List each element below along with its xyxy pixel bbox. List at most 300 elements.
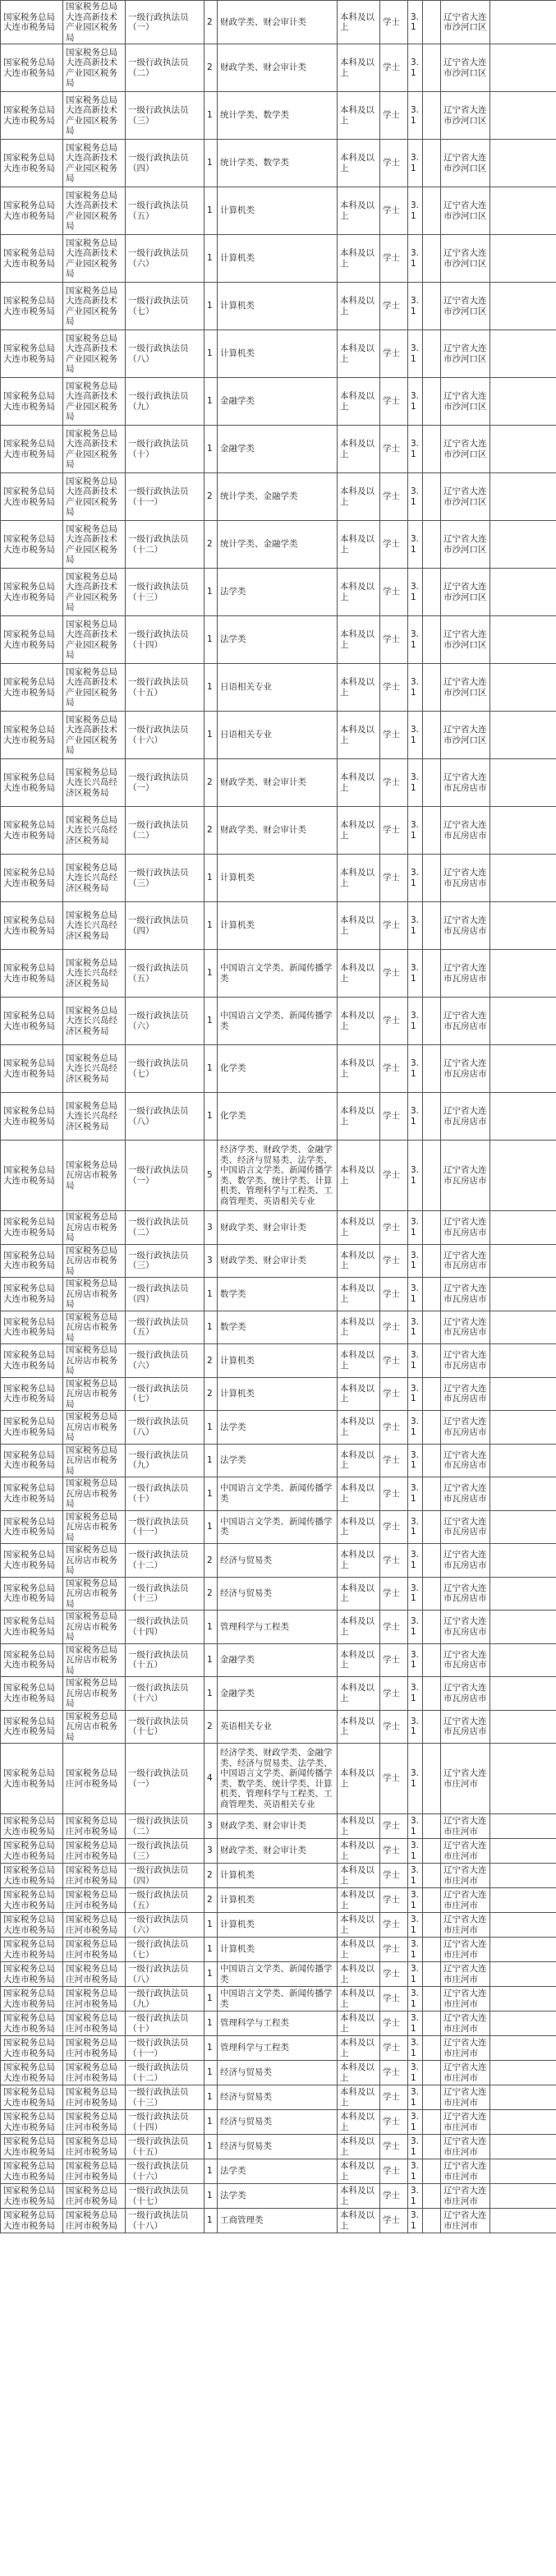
education-cell: 本科及以上 (338, 2209, 380, 2233)
department-cell: 国家税务总局大连市税务局 (1, 473, 63, 521)
major-cell: 统计学类、金融学类 (218, 473, 338, 521)
department-cell: 国家税务总局大连市税务局 (1, 426, 63, 473)
blank-cell (423, 2011, 441, 2036)
blank-cell (423, 1141, 441, 1211)
location-cell: 辽宁省大连市瓦房店市 (441, 759, 490, 807)
position-cell: 一级行政执法员（五） (126, 1888, 204, 1913)
note-cell (490, 1211, 556, 1245)
major-cell: 经济与贸易类 (218, 2085, 338, 2110)
education-cell: 本科及以上 (338, 1888, 380, 1913)
department-cell: 国家税务总局大连市税务局 (1, 1864, 63, 1888)
department-cell: 国家税务总局大连市税务局 (1, 1141, 63, 1211)
unit-cell: 国家税务总局大连长兴岛经济区税务局 (63, 1093, 126, 1141)
department-cell: 国家税务总局大连市税务局 (1, 759, 63, 807)
blank-cell (423, 1962, 441, 1987)
unit-cell: 国家税务总局大连高新技术产业园区税务局 (63, 187, 126, 235)
extra-cell: 3.1 (408, 664, 423, 712)
major-cell: 法学类 (218, 2184, 338, 2209)
position-cell: 一级行政执法员（十一） (126, 473, 204, 521)
department-cell: 国家税务总局大连市税务局 (1, 378, 63, 426)
location-cell: 辽宁省大连市庄河市 (441, 1987, 490, 2011)
major-cell: 计算机类 (218, 902, 338, 950)
location-cell: 辽宁省大连市沙河口区 (441, 712, 490, 759)
unit-cell: 国家税务总局大连高新技术产业园区税务局 (63, 235, 126, 283)
department-cell: 国家税务总局大连市税务局 (1, 1643, 63, 1677)
extra-cell: 3.1 (408, 1677, 423, 1711)
position-cell: 一级行政执法员（九） (126, 1987, 204, 2011)
department-cell: 国家税务总局大连市税务局 (1, 330, 63, 378)
note-cell (490, 1377, 556, 1411)
major-cell: 计算机类 (218, 283, 338, 330)
location-cell: 辽宁省大连市瓦房店市 (441, 902, 490, 950)
blank-cell (423, 807, 441, 855)
position-cell: 一级行政执法员（七） (126, 1938, 204, 1962)
note-cell (490, 2036, 556, 2061)
table-row (1, 330, 556, 378)
department-cell: 国家税务总局大连市税务局 (1, 1510, 63, 1544)
position-cell: 一级行政执法员（十） (126, 1477, 204, 1511)
unit-cell: 国家税务总局大连长兴岛经济区税务局 (63, 855, 126, 902)
table-row (1, 2061, 556, 2085)
location-cell: 辽宁省大连市沙河口区 (441, 1, 490, 44)
note-cell (490, 1938, 556, 1962)
major-cell: 经济与贸易类 (218, 1544, 338, 1578)
table-row (1, 664, 556, 712)
department-cell: 国家税务总局大连市税务局 (1, 1888, 63, 1913)
education-cell: 本科及以上 (338, 616, 380, 664)
position-cell: 一级行政执法员（十一） (126, 2036, 204, 2061)
note-cell (490, 1864, 556, 1888)
position-cell: 一级行政执法员（十五） (126, 1643, 204, 1677)
blank-cell (423, 712, 441, 759)
blank-cell (423, 2159, 441, 2184)
position-cell: 一级行政执法员（一） (126, 1141, 204, 1211)
extra-cell: 3.1 (408, 1211, 423, 1245)
table-row (1, 473, 556, 521)
unit-cell: 国家税务总局大连高新技术产业园区税务局 (63, 140, 126, 187)
extra-cell: 3.1 (408, 2011, 423, 2036)
count-cell: 2 (204, 1577, 218, 1611)
unit-cell: 国家税务总局瓦房店市税务局 (63, 1311, 126, 1344)
degree-cell: 学士 (380, 855, 408, 902)
blank-cell (423, 855, 441, 902)
note-cell (490, 44, 556, 92)
note-cell (490, 712, 556, 759)
major-cell: 法学类 (218, 1444, 338, 1477)
note-cell (490, 140, 556, 187)
position-cell: 一级行政执法员（六） (126, 1913, 204, 1938)
major-cell: 化学类 (218, 1045, 338, 1093)
table-row (1, 1278, 556, 1311)
count-cell: 1 (204, 2011, 218, 2036)
extra-cell: 3.1 (408, 1643, 423, 1677)
count-cell: 1 (204, 1677, 218, 1711)
degree-cell: 学士 (380, 140, 408, 187)
degree-cell: 学士 (380, 1611, 408, 1644)
education-cell: 本科及以上 (338, 187, 380, 235)
location-cell: 辽宁省大连市庄河市 (441, 2135, 490, 2159)
location-cell: 辽宁省大连市瓦房店市 (441, 1611, 490, 1644)
note-cell (490, 521, 556, 569)
position-cell: 一级行政执法员（四） (126, 1278, 204, 1311)
position-cell: 一级行政执法员（八） (126, 1093, 204, 1141)
major-cell: 财政学类、财会审计类 (218, 1244, 338, 1278)
position-cell: 一级行政执法员（十二） (126, 2061, 204, 2085)
note-cell (490, 807, 556, 855)
extra-cell: 3.1 (408, 616, 423, 664)
position-cell: 一级行政执法员（三） (126, 92, 204, 140)
extra-cell: 3.1 (408, 1864, 423, 1888)
table-row (1, 1544, 556, 1578)
count-cell: 1 (204, 92, 218, 140)
count-cell: 1 (204, 1962, 218, 1987)
table-row (1, 1577, 556, 1611)
education-cell: 本科及以上 (338, 1477, 380, 1511)
position-cell: 一级行政执法员（十） (126, 2011, 204, 2036)
note-cell (490, 2110, 556, 2135)
note-cell (490, 330, 556, 378)
extra-cell: 3.1 (408, 1477, 423, 1511)
degree-cell: 学士 (380, 473, 408, 521)
education-cell: 本科及以上 (338, 2159, 380, 2184)
major-cell: 管理科学与工程类 (218, 2036, 338, 2061)
location-cell: 辽宁省大连市沙河口区 (441, 378, 490, 426)
degree-cell: 学士 (380, 1510, 408, 1544)
note-cell (490, 759, 556, 807)
table-row (1, 2135, 556, 2159)
blank-cell (423, 616, 441, 664)
department-cell: 国家税务总局大连市税务局 (1, 2135, 63, 2159)
extra-cell: 3.1 (408, 1938, 423, 1962)
blank-cell (423, 2036, 441, 2061)
extra-cell: 3.1 (408, 1444, 423, 1477)
table-row (1, 1311, 556, 1344)
unit-cell: 国家税务总局庄河市税务局 (63, 2184, 126, 2209)
table-row (1, 998, 556, 1045)
table-row (1, 426, 556, 473)
note-cell (490, 1444, 556, 1477)
note-cell (490, 378, 556, 426)
blank-cell (423, 2110, 441, 2135)
location-cell: 辽宁省大连市庄河市 (441, 1814, 490, 1839)
major-cell: 法学类 (218, 2159, 338, 2184)
note-cell (490, 569, 556, 616)
extra-cell: 3.1 (408, 1411, 423, 1445)
degree-cell: 学士 (380, 902, 408, 950)
note-cell (490, 902, 556, 950)
education-cell: 本科及以上 (338, 2036, 380, 2061)
unit-cell: 国家税务总局瓦房店市税务局 (63, 1411, 126, 1445)
major-cell: 财政学类、财会审计类 (218, 1, 338, 44)
department-cell: 国家税务总局大连市税务局 (1, 521, 63, 569)
table-row (1, 1244, 556, 1278)
education-cell: 本科及以上 (338, 1444, 380, 1477)
education-cell: 本科及以上 (338, 2110, 380, 2135)
department-cell: 国家税务总局大连市税务局 (1, 1962, 63, 1987)
note-cell (490, 2159, 556, 2184)
blank-cell (423, 998, 441, 1045)
unit-cell: 国家税务总局庄河市税务局 (63, 2110, 126, 2135)
blank-cell (423, 1710, 441, 1744)
education-cell: 本科及以上 (338, 2061, 380, 2085)
unit-cell: 国家税务总局瓦房店市税务局 (63, 1643, 126, 1677)
department-cell: 国家税务总局大连市税务局 (1, 998, 63, 1045)
extra-cell: 3.1 (408, 1962, 423, 1987)
department-cell: 国家税务总局大连市税务局 (1, 2036, 63, 2061)
location-cell: 辽宁省大连市沙河口区 (441, 569, 490, 616)
unit-cell: 国家税务总局瓦房店市税务局 (63, 1477, 126, 1511)
department-cell: 国家税务总局大连市税务局 (1, 235, 63, 283)
department-cell: 国家税务总局大连市税务局 (1, 1744, 63, 1814)
position-cell: 一级行政执法员（十四） (126, 1611, 204, 1644)
unit-cell: 国家税务总局大连高新技术产业园区税务局 (63, 712, 126, 759)
location-cell: 辽宁省大连市瓦房店市 (441, 1577, 490, 1611)
table-row (1, 1611, 556, 1644)
location-cell: 辽宁省大连市沙河口区 (441, 140, 490, 187)
department-cell: 国家税务总局大连市税务局 (1, 1311, 63, 1344)
count-cell: 1 (204, 1938, 218, 1962)
location-cell: 辽宁省大连市瓦房店市 (441, 1477, 490, 1511)
blank-cell (423, 1864, 441, 1888)
count-cell: 1 (204, 2061, 218, 2085)
note-cell (490, 2011, 556, 2036)
note-cell (490, 1411, 556, 1445)
note-cell (490, 2061, 556, 2085)
table-row (1, 1211, 556, 1245)
extra-cell: 3.1 (408, 950, 423, 998)
major-cell: 工商管理类 (218, 2209, 338, 2233)
location-cell: 辽宁省大连市庄河市 (441, 2061, 490, 2085)
note-cell (490, 2085, 556, 2110)
major-cell: 法学类 (218, 616, 338, 664)
note-cell (490, 616, 556, 664)
extra-cell: 3.1 (408, 92, 423, 140)
blank-cell (423, 1311, 441, 1344)
unit-cell: 国家税务总局大连长兴岛经济区税务局 (63, 1045, 126, 1093)
education-cell: 本科及以上 (338, 1643, 380, 1677)
position-cell: 一级行政执法员（十四） (126, 616, 204, 664)
major-cell: 日语相关专业 (218, 712, 338, 759)
department-cell: 国家税务总局大连市税务局 (1, 1938, 63, 1962)
position-cell: 一级行政执法员（八） (126, 330, 204, 378)
table-row (1, 616, 556, 664)
blank-cell (423, 1839, 441, 1864)
education-cell: 本科及以上 (338, 1744, 380, 1814)
position-cell: 一级行政执法员（十） (126, 426, 204, 473)
department-cell: 国家税务总局大连市税务局 (1, 1377, 63, 1411)
major-cell: 经济与贸易类 (218, 2061, 338, 2085)
department-cell: 国家税务总局大连市税务局 (1, 1411, 63, 1445)
note-cell (490, 2209, 556, 2233)
table-row (1, 1962, 556, 1987)
table-row (1, 1938, 556, 1962)
note-cell (490, 1311, 556, 1344)
unit-cell: 国家税务总局瓦房店市税务局 (63, 1141, 126, 1211)
major-cell: 统计学类、数学类 (218, 92, 338, 140)
department-cell: 国家税务总局大连市税务局 (1, 2085, 63, 2110)
department-cell: 国家税务总局大连市税务局 (1, 712, 63, 759)
note-cell (490, 1710, 556, 1744)
table-row (1, 2085, 556, 2110)
count-cell: 2 (204, 1377, 218, 1411)
degree-cell: 学士 (380, 1411, 408, 1445)
extra-cell: 3.1 (408, 2209, 423, 2233)
unit-cell: 国家税务总局瓦房店市税务局 (63, 1278, 126, 1311)
note-cell (490, 1093, 556, 1141)
location-cell: 辽宁省大连市庄河市 (441, 2085, 490, 2110)
extra-cell: 3.1 (408, 283, 423, 330)
education-cell: 本科及以上 (338, 1913, 380, 1938)
extra-cell: 3.1 (408, 330, 423, 378)
extra-cell: 3.1 (408, 569, 423, 616)
note-cell (490, 1987, 556, 2011)
department-cell: 国家税务总局大连市税务局 (1, 1544, 63, 1578)
extra-cell: 3.1 (408, 1141, 423, 1211)
position-cell: 一级行政执法员（十三） (126, 2085, 204, 2110)
extra-cell: 3.1 (408, 2110, 423, 2135)
degree-cell: 学士 (380, 950, 408, 998)
degree-cell: 学士 (380, 1814, 408, 1839)
department-cell: 国家税务总局大连市税务局 (1, 1211, 63, 1245)
extra-cell: 3.1 (408, 1093, 423, 1141)
position-cell: 一级行政执法员（七） (126, 1045, 204, 1093)
note-cell (490, 1278, 556, 1311)
position-cell: 一级行政执法员（九） (126, 378, 204, 426)
position-cell: 一级行政执法员（十六） (126, 1677, 204, 1711)
extra-cell: 3.1 (408, 2085, 423, 2110)
degree-cell: 学士 (380, 1344, 408, 1378)
unit-cell: 国家税务总局瓦房店市税务局 (63, 1677, 126, 1711)
extra-cell: 3.1 (408, 187, 423, 235)
note-cell (490, 426, 556, 473)
blank-cell (423, 521, 441, 569)
education-cell: 本科及以上 (338, 1045, 380, 1093)
education-cell: 本科及以上 (338, 1411, 380, 1445)
major-cell: 英语相关专业 (218, 1710, 338, 1744)
major-cell: 管理科学与工程类 (218, 2011, 338, 2036)
education-cell: 本科及以上 (338, 1211, 380, 1245)
count-cell: 1 (204, 569, 218, 616)
education-cell: 本科及以上 (338, 473, 380, 521)
location-cell: 辽宁省大连市庄河市 (441, 2209, 490, 2233)
position-cell: 一级行政执法员（十四） (126, 2110, 204, 2135)
degree-cell: 学士 (380, 616, 408, 664)
department-cell: 国家税务总局大连市税务局 (1, 140, 63, 187)
major-cell: 财政学类、财会审计类 (218, 1839, 338, 1864)
department-cell: 国家税务总局大连市税务局 (1, 950, 63, 998)
blank-cell (423, 2184, 441, 2209)
count-cell: 4 (204, 1744, 218, 1814)
position-cell: 一级行政执法员（二） (126, 1211, 204, 1245)
table-row (1, 855, 556, 902)
education-cell: 本科及以上 (338, 1344, 380, 1378)
degree-cell: 学士 (380, 283, 408, 330)
major-cell: 经济与贸易类 (218, 1577, 338, 1611)
unit-cell: 国家税务总局大连高新技术产业园区税务局 (63, 616, 126, 664)
blank-cell (423, 1987, 441, 2011)
degree-cell: 学士 (380, 44, 408, 92)
note-cell (490, 1839, 556, 1864)
note-cell (490, 998, 556, 1045)
unit-cell: 国家税务总局庄河市税务局 (63, 1864, 126, 1888)
count-cell: 2 (204, 1710, 218, 1744)
location-cell: 辽宁省大连市瓦房店市 (441, 950, 490, 998)
table-row (1, 1677, 556, 1711)
note-cell (490, 1643, 556, 1677)
blank-cell (423, 1938, 441, 1962)
education-cell: 本科及以上 (338, 283, 380, 330)
table-row (1, 44, 556, 92)
position-cell: 一级行政执法员（三） (126, 1244, 204, 1278)
education-cell: 本科及以上 (338, 378, 380, 426)
count-cell: 1 (204, 2184, 218, 2209)
location-cell: 辽宁省大连市沙河口区 (441, 44, 490, 92)
table-row (1, 1839, 556, 1864)
count-cell: 1 (204, 2036, 218, 2061)
extra-cell: 3.1 (408, 1710, 423, 1744)
note-cell (490, 1477, 556, 1511)
department-cell: 国家税务总局大连市税务局 (1, 1839, 63, 1864)
degree-cell: 学士 (380, 1577, 408, 1611)
position-cell: 一级行政执法员（十三） (126, 569, 204, 616)
note-cell (490, 950, 556, 998)
location-cell: 辽宁省大连市瓦房店市 (441, 998, 490, 1045)
major-cell: 金融学类 (218, 1643, 338, 1677)
department-cell: 国家税务总局大连市税务局 (1, 2209, 63, 2233)
count-cell: 1 (204, 855, 218, 902)
education-cell: 本科及以上 (338, 1938, 380, 1962)
department-cell: 国家税务总局大连市税务局 (1, 1444, 63, 1477)
location-cell: 辽宁省大连市瓦房店市 (441, 1311, 490, 1344)
major-cell: 经济学类、财政学类、金融学类、经济与贸易类、法学类、中国语言文学类、新闻传播学类、数学类、统计学类、计算机类、管理科学与工程类、工商管理类、英语相关专业 (218, 1744, 338, 1814)
department-cell: 国家税务总局大连市税务局 (1, 2061, 63, 2085)
count-cell: 1 (204, 330, 218, 378)
extra-cell: 3.1 (408, 998, 423, 1045)
unit-cell: 国家税务总局庄河市税务局 (63, 2135, 126, 2159)
education-cell: 本科及以上 (338, 1710, 380, 1744)
position-cell: 一级行政执法员（二） (126, 807, 204, 855)
extra-cell: 3.1 (408, 759, 423, 807)
education-cell: 本科及以上 (338, 426, 380, 473)
blank-cell (423, 140, 441, 187)
location-cell: 辽宁省大连市瓦房店市 (441, 1377, 490, 1411)
location-cell: 辽宁省大连市沙河口区 (441, 187, 490, 235)
extra-cell: 3.1 (408, 473, 423, 521)
degree-cell: 学士 (380, 2184, 408, 2209)
count-cell: 2 (204, 473, 218, 521)
major-cell: 中国语言文学类、新闻传播学类 (218, 950, 338, 998)
major-cell: 金融学类 (218, 378, 338, 426)
count-cell: 1 (204, 426, 218, 473)
count-cell: 2 (204, 1, 218, 44)
location-cell: 辽宁省大连市瓦房店市 (441, 1544, 490, 1578)
table-row (1, 2159, 556, 2184)
blank-cell (423, 378, 441, 426)
extra-cell: 3.1 (408, 1839, 423, 1864)
degree-cell: 学士 (380, 1444, 408, 1477)
location-cell: 辽宁省大连市庄河市 (441, 1888, 490, 1913)
location-cell: 辽宁省大连市庄河市 (441, 1864, 490, 1888)
unit-cell: 国家税务总局庄河市税务局 (63, 2061, 126, 2085)
education-cell: 本科及以上 (338, 1864, 380, 1888)
note-cell (490, 1611, 556, 1644)
extra-cell: 3.1 (408, 2159, 423, 2184)
education-cell: 本科及以上 (338, 807, 380, 855)
extra-cell: 3.1 (408, 1278, 423, 1311)
unit-cell: 国家税务总局瓦房店市税务局 (63, 1444, 126, 1477)
count-cell: 1 (204, 2085, 218, 2110)
count-cell: 2 (204, 759, 218, 807)
